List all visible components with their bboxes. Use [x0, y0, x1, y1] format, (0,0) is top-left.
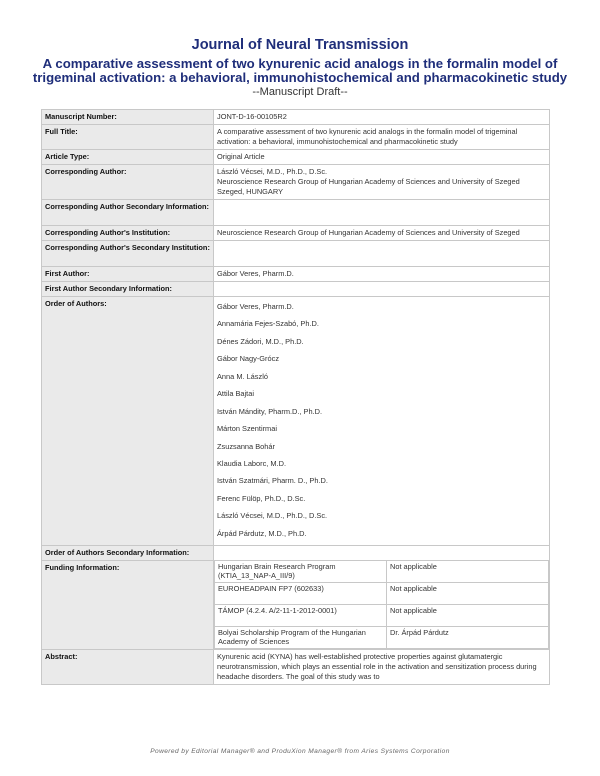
label-manuscript-number: Manuscript Number:	[42, 110, 214, 125]
author-5: Anna M. László	[217, 371, 268, 381]
funding-program: EUROHEADPAIN FP7 (602633)	[215, 583, 387, 605]
label-order-secondary: Order of Authors Secondary Information:	[42, 546, 214, 561]
corr-author-name: László Vécsei, M.D., Ph.D., D.Sc.	[217, 167, 328, 176]
funding-program: Bolyai Scholarship Program of the Hungarian Academy of Sciences	[215, 627, 387, 649]
value-corresponding-author	[214, 165, 550, 200]
label-abstract: Abstract:	[42, 650, 214, 685]
manuscript-info-table	[41, 109, 550, 685]
author-14: Árpád Párdutz, M.D., Ph.D.	[217, 528, 307, 538]
row-corr-institution	[42, 226, 550, 241]
author-12: Ferenc Fülöp, Ph.D., D.Sc.	[217, 493, 306, 503]
draft-label: --Manuscript Draft--	[252, 86, 348, 98]
funding-row	[215, 561, 549, 583]
footer-powered-by: Powered by Editorial Manager® and ProduXion Manager® from Aries Systems Corporation	[150, 748, 450, 755]
label-first-author: First Author:	[42, 267, 214, 282]
row-corr-secondary	[42, 200, 550, 226]
row-first-author	[42, 267, 550, 282]
funding-row	[215, 605, 549, 627]
journal-name: Journal of Neural Transmission	[191, 37, 409, 53]
row-order-secondary	[42, 546, 550, 561]
funding-row	[215, 583, 549, 605]
funding-recipient: Not applicable	[387, 583, 549, 605]
corr-author-affiliation: Neuroscience Research Group of Hungarian Academy of Sciences and University of Szeged	[217, 177, 520, 186]
author-7: István Mándity, Pharm.D., Ph.D.	[217, 406, 323, 416]
row-first-author-secondary	[42, 282, 550, 297]
author-3: Dénes Zádori, M.D., Ph.D.	[217, 336, 304, 346]
author-9: Zsuzsanna Bohár	[217, 441, 275, 451]
funding-program: TÁMOP (4.2.4. A/2-11-1-2012-0001)	[215, 605, 387, 627]
manuscript-title: A comparative assessment of two kynurenic acid analogs in the formalin model of trigeminal activation: a behavioral, immunohistochemical and pharmacokinetic study	[32, 56, 568, 85]
funding-cell	[214, 561, 550, 650]
funding-row	[215, 627, 549, 649]
author-11: István Szatmári, Pharm. D., Ph.D.	[217, 476, 328, 486]
author-10: Klaudia Laborc, M.D.	[217, 458, 287, 468]
funding-recipient: Not applicable	[387, 561, 549, 583]
row-corr-secondary-institution	[42, 241, 550, 267]
funding-program: Hungarian Brain Research Program (KTIA_13_NAP-A_III/9)	[215, 561, 387, 583]
row-article-type	[42, 150, 550, 165]
author-6: Attila Bajtai	[217, 389, 254, 399]
label-article-type: Article Type:	[42, 150, 214, 165]
row-full-title	[42, 125, 550, 150]
value-abstract: Kynurenic acid (KYNA) has well-established protective properties against glutamatergic neurotransmission, which plays an essential role in the activation and sensitization process during headache disorders. The goal of this study was to	[214, 650, 550, 685]
funding-recipient: Dr. Árpád Párdutz	[387, 627, 549, 649]
row-abstract	[42, 650, 550, 685]
label-corresponding-author: Corresponding Author:	[42, 165, 214, 200]
label-corr-institution: Corresponding Author's Institution:	[42, 226, 214, 241]
value-first-author-secondary	[214, 282, 550, 297]
value-corr-institution: Neuroscience Research Group of Hungarian Academy of Sciences and University of Szeged	[214, 226, 550, 241]
author-4: Gábor Nagy-Grócz	[217, 354, 280, 364]
corr-author-location: Szeged, HUNGARY	[217, 187, 283, 196]
value-first-author: Gábor Veres, Pharm.D.	[214, 267, 550, 282]
funding-table	[214, 560, 549, 649]
label-first-author-secondary: First Author Secondary Information:	[42, 282, 214, 297]
author-8: Márton Szentirmai	[217, 424, 277, 434]
row-manuscript-number	[42, 110, 550, 125]
label-funding: Funding Information:	[42, 561, 214, 650]
value-order-secondary	[214, 546, 550, 561]
label-order-of-authors: Order of Authors:	[42, 297, 214, 546]
author-1: Gábor Veres, Pharm.D.	[217, 302, 294, 311]
value-corr-secondary-institution	[214, 241, 550, 267]
funding-recipient: Not applicable	[387, 605, 549, 627]
label-corr-secondary: Corresponding Author Secondary Information:	[42, 200, 214, 226]
row-corresponding-author	[42, 165, 550, 200]
label-corr-secondary-institution: Corresponding Author's Secondary Institution:	[42, 241, 214, 267]
author-13: László Vécsei, M.D., Ph.D., D.Sc.	[217, 511, 328, 521]
row-funding	[42, 561, 550, 650]
value-full-title: A comparative assessment of two kynurenic acid analogs in the formalin model of trigeminal activation: a behavioral, immunohistochemical and pharmacokinetic study	[214, 125, 550, 150]
value-corr-secondary	[214, 200, 550, 226]
authors-list	[214, 297, 550, 546]
row-order-of-authors	[42, 297, 550, 546]
value-article-type: Original Article	[214, 150, 550, 165]
author-2: Annamária Fejes-Szabó, Ph.D.	[217, 319, 319, 329]
value-manuscript-number: JONT-D-16-00105R2	[214, 110, 550, 125]
label-full-title: Full Title:	[42, 125, 214, 150]
